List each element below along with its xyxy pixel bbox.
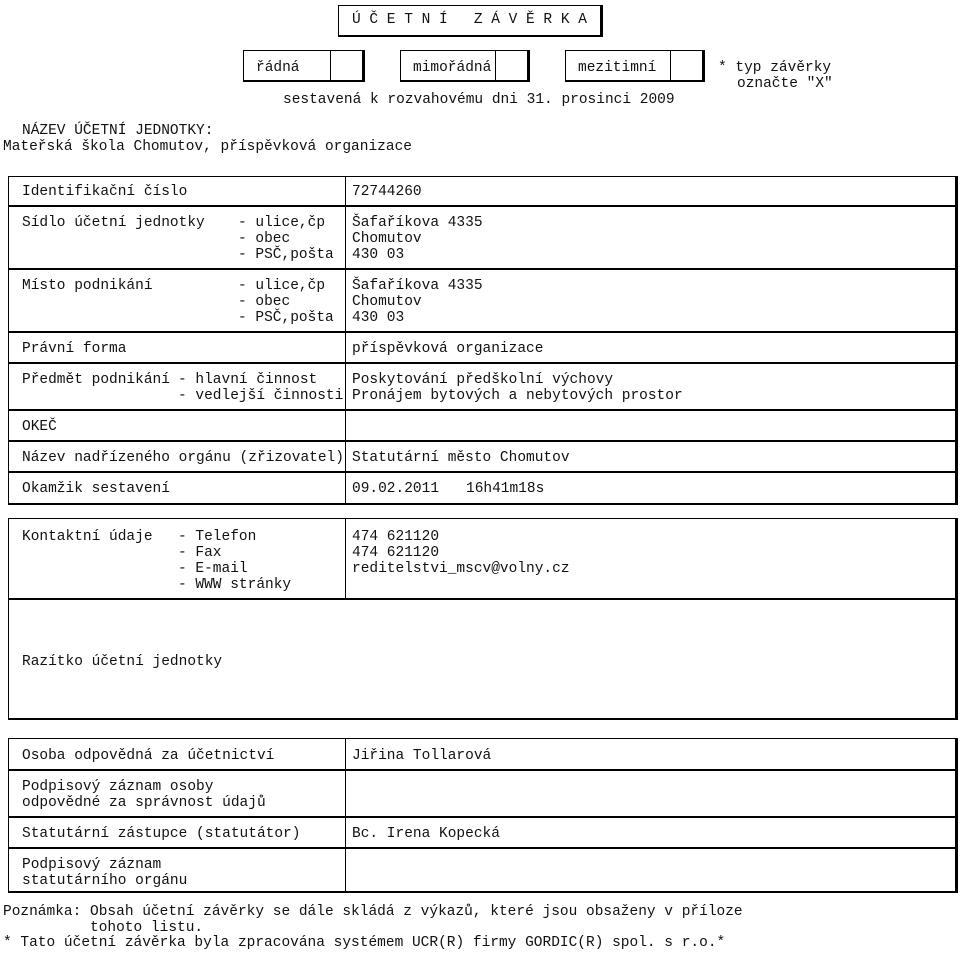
contacts-email-value: reditelstvi_mscv@volny.cz (352, 561, 570, 577)
accountant-name: Jiřina Tollarová (352, 748, 492, 764)
compiled-at-time: 16h41m18s (466, 481, 545, 497)
seat-street-label: - ulice,čp (238, 215, 326, 231)
identification-number-label: Identifikační číslo (22, 184, 188, 200)
legal-form-value: příspěvková organizace (352, 341, 544, 357)
business-subject-label: Předmět podnikání (22, 372, 170, 388)
parent-body-value: Statutární město Chomutov (352, 450, 570, 466)
row-accountant (8, 738, 958, 771)
seat-city-label: - obec (238, 231, 291, 247)
closing-type-extraordinary-checkbox (496, 51, 527, 80)
parent-body-label: Název nadřízeného orgánu (zřizovatel) (22, 450, 344, 466)
business-place-city-value: Chomutov (352, 294, 422, 310)
business-place-zip-value: 430 03 (352, 310, 405, 326)
accountant-signature-label-line2: odpovědné za správnost údajů (22, 795, 266, 811)
footer-note-line2: tohoto listu. (90, 920, 204, 936)
identification-number-value: 72744260 (352, 184, 422, 200)
closing-type-regular-label: řádná (256, 60, 300, 76)
column-divider (345, 771, 346, 816)
seat-city-value: Chomutov (352, 231, 422, 247)
business-subject-main-value: Poskytování předškolní výchovy (352, 372, 614, 388)
business-place-street-label: - ulice,čp (238, 278, 326, 294)
compiled-at-date: 09.02.2011 (352, 481, 440, 497)
contacts-phone-value: 474 621120 (352, 529, 440, 545)
footer-note-line1: Poznámka: Obsah účetní závěrky se dále skládá z výkazů, které jsou obsaženy v příloze (3, 904, 743, 920)
business-place-street-value: Šafaříkova 4335 (352, 278, 483, 294)
row-business-subject (8, 364, 958, 411)
seat-street-value: Šafaříkova 4335 (352, 215, 483, 231)
entity-name: Mateřská škola Chomutov, příspěvková organizace (3, 139, 412, 155)
statutory-label: Statutární zástupce (statutátor) (22, 826, 301, 842)
row-statutory (8, 818, 958, 849)
contacts-phone-label: - Telefon (178, 529, 257, 545)
column-divider (345, 177, 346, 205)
contacts-fax-value: 474 621120 (352, 545, 440, 561)
document-title: Ú Č E T N Í Z Á V Ě R K A (352, 12, 587, 28)
contacts-fax-label: - Fax (178, 545, 222, 561)
row-accountant-signature (8, 771, 958, 818)
contacts-label: Kontaktní údaje (22, 529, 153, 545)
row-stamp (8, 600, 958, 720)
row-business-place (8, 270, 958, 333)
column-divider (345, 207, 346, 268)
column-divider (345, 473, 346, 503)
statutory-signature-label-line2: statutárního orgánu (22, 873, 188, 889)
legal-form-label: Právní forma (22, 341, 127, 357)
accountant-label: Osoba odpovědná za účetnictví (22, 748, 275, 764)
business-place-label: Místo podnikání (22, 278, 153, 294)
row-okec (8, 411, 958, 442)
column-divider (345, 270, 346, 331)
closing-type-regular (243, 50, 365, 82)
column-divider (345, 411, 346, 440)
business-place-zip-label: - PSČ,pošta (238, 310, 334, 326)
statutory-signature-label-line1: Podpisový záznam (22, 857, 162, 873)
closing-type-hint-line2: označte "X" (737, 76, 833, 92)
title-box (338, 5, 603, 37)
row-statutory-signature (8, 849, 958, 893)
closing-type-interim-checkbox (671, 51, 702, 80)
business-subject-secondary-label: - vedlejší činnosti (178, 388, 344, 404)
row-parent-body (8, 442, 958, 473)
closing-type-interim-label: mezitimní (578, 60, 657, 76)
column-divider (345, 333, 346, 362)
seat-zip-label: - PSČ,pošta (238, 247, 334, 263)
contacts-email-label: - E-mail (178, 561, 248, 577)
compiled-at-label: Okamžik sestavení (22, 481, 170, 497)
business-subject-secondary-value: Pronájem bytových a nebytových prostor (352, 388, 683, 404)
statutory-name: Bc. Irena Kopecká (352, 826, 500, 842)
closing-type-extraordinary (400, 50, 530, 82)
business-place-city-label: - obec (238, 294, 291, 310)
seat-label: Sídlo účetní jednotky (22, 215, 205, 231)
row-legal-form (8, 333, 958, 364)
row-compiled-at (8, 473, 958, 505)
business-subject-main-label: - hlavní činnost (178, 372, 318, 388)
row-seat (8, 207, 958, 270)
contacts-web-label: - WWW stránky (178, 577, 292, 593)
column-divider (345, 739, 346, 769)
column-divider (345, 849, 346, 891)
row-contacts (8, 518, 958, 600)
closing-type-hint-line1: * typ závěrky (718, 60, 832, 76)
seat-zip-value: 430 03 (352, 247, 405, 263)
closing-type-extraordinary-label: mimořádná (413, 60, 492, 76)
accountant-signature-label-line1: Podpisový záznam osoby (22, 779, 214, 795)
closing-type-interim (565, 50, 705, 82)
okec-label: OKEČ (22, 419, 57, 435)
column-divider (345, 442, 346, 471)
column-divider (345, 519, 346, 598)
row-identification-number (8, 176, 958, 207)
balance-date-text: sestavená k rozvahovému dni 31. prosinci 2009 (283, 92, 675, 108)
column-divider (345, 818, 346, 847)
stamp-label: Razítko účetní jednotky (22, 654, 223, 670)
closing-type-regular-checkbox (331, 51, 362, 80)
footer-system-line: * Tato účetní závěrka byla zpracována systémem UCR(R) firmy GORDIC(R) spol. s r.o.* (3, 935, 726, 951)
entity-name-label: NÁZEV ÚČETNÍ JEDNOTKY: (22, 123, 214, 139)
column-divider (345, 364, 346, 409)
